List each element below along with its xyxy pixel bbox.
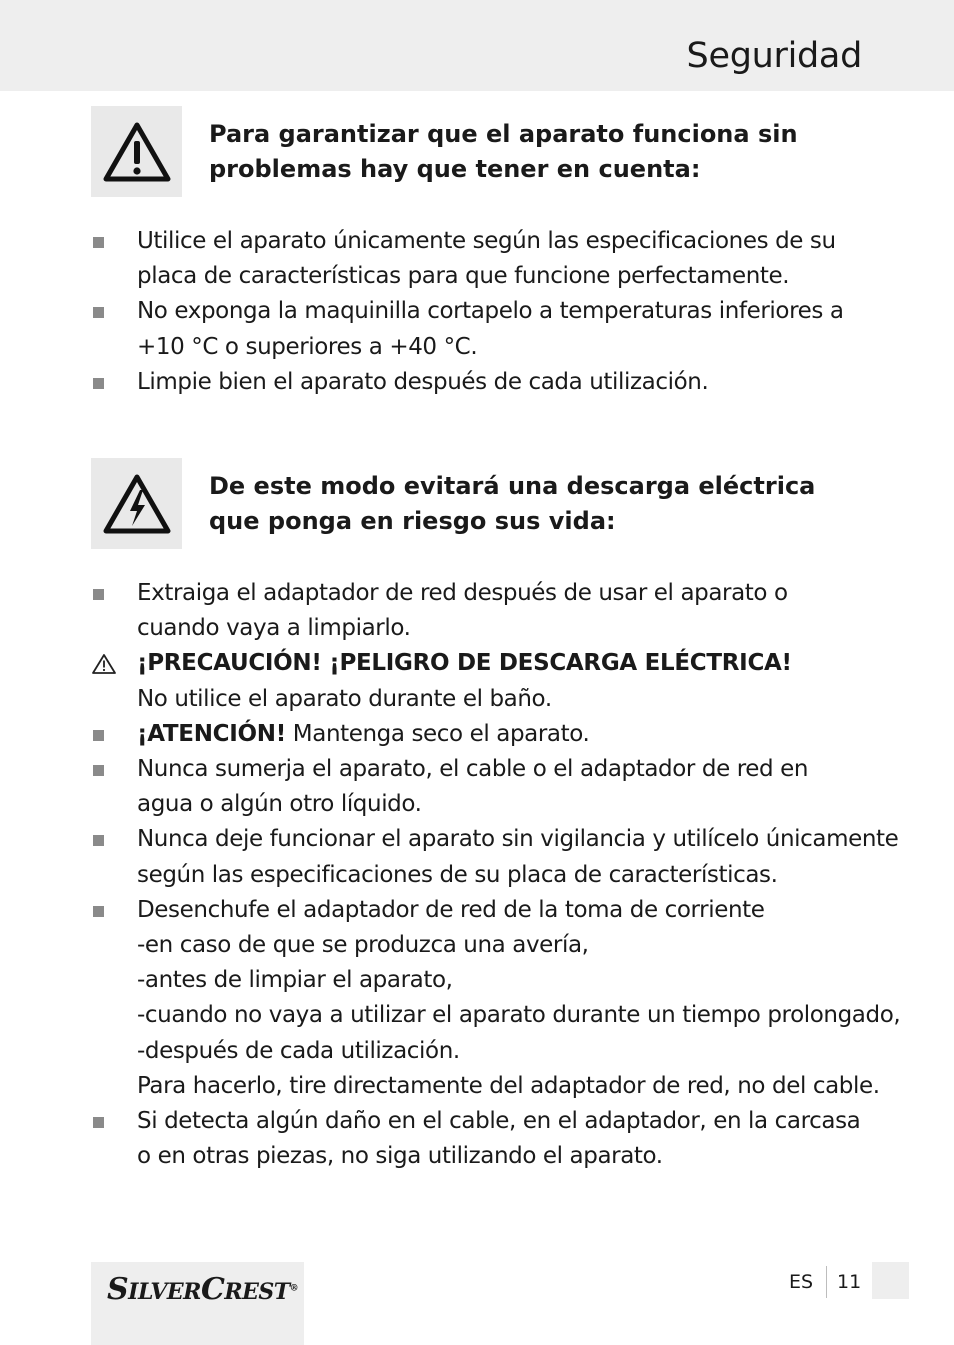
bullet-square-icon xyxy=(93,378,104,389)
footer-divider xyxy=(826,1266,827,1298)
section1-heading: Para garantizar que el aparato funciona sin problemas hay que tener en cuenta: xyxy=(209,120,798,183)
sub-item: -cuando no vaya a utilizar el aparato durante un tiempo prolongado, xyxy=(137,1002,901,1029)
silvercrest-logo: SILVERCREST® xyxy=(107,1272,299,1307)
sub-item: -en caso de que se produzca una avería, xyxy=(137,932,589,959)
attention-item: ¡ATENCIÓN! Mantenga seco el aparato. xyxy=(91,717,891,752)
list-item: Si detecta algún daño en el cable, en el adaptador, en la carcasa o en otras piezas, no siga utilizando el aparato. xyxy=(91,1104,891,1174)
bullet-square-icon xyxy=(93,835,104,846)
list-item: Extraiga el adaptador de red después de usar el aparato o cuando vaya a limpiarlo. xyxy=(91,576,891,646)
bullet-square-icon xyxy=(93,237,104,248)
section2-heading: De este modo evitará una descarga eléctrica que ponga en riesgo sus vida: xyxy=(209,472,816,535)
list-item: Desenchufe el adaptador de red de la toma de corriente -en caso de que se produzca una avería, -antes de limpiar el aparato, -cuando no vaya a utilizar el aparato durante un tiempo prolongado, -después de cada utilización. Para hacerlo, tire directamente del adaptador de red, no del cable. xyxy=(91,893,891,1104)
sub-item: -antes de limpiar el aparato, xyxy=(137,967,453,994)
bullet-square-icon xyxy=(93,1117,104,1128)
page-number: 11 xyxy=(837,1271,862,1293)
electric-hazard-icon xyxy=(102,473,172,535)
page-title: Seguridad xyxy=(686,36,862,76)
list-item: Limpie bien el aparato después de cada utilización. xyxy=(91,365,891,400)
language-code: ES xyxy=(789,1271,814,1293)
warning-triangle-icon xyxy=(102,121,172,183)
sub-item: -después de cada utilización. xyxy=(137,1037,460,1064)
bullet-square-icon xyxy=(93,589,104,600)
list-item: No exponga la maquinilla cortapelo a temperaturas inferiores a +10 °C o superiores a +40 °C. xyxy=(91,294,891,364)
list-item: Nunca sumerja el aparato, el cable o el adaptador de red en agua o algún otro líquido. xyxy=(91,752,891,822)
caution-triangle-icon xyxy=(91,653,117,675)
bullet-square-icon xyxy=(93,730,104,741)
bullet-square-icon xyxy=(93,307,104,318)
bullet-square-icon xyxy=(93,765,104,776)
bullet-square-icon xyxy=(93,906,104,917)
warning-box xyxy=(91,106,182,197)
footer-tab xyxy=(872,1262,909,1299)
list-item: Nunca deje funcionar el aparato sin vigilancia y utilícelo únicamente según las especificaciones de su placa de características. xyxy=(91,822,891,892)
section1-list xyxy=(91,224,891,400)
list-item: Utilice el aparato únicamente según las especificaciones de su placa de características para que funcione perfectamente. xyxy=(91,224,891,294)
footer-logo-box xyxy=(91,1262,304,1345)
electric-warning-box xyxy=(91,458,182,549)
section2-list xyxy=(91,576,901,1174)
caution-item: ¡PRECAUCIÓN! ¡PELIGRO DE DESCARGA ELÉCTRICA! No utilice el aparato durante el baño. xyxy=(91,646,891,716)
